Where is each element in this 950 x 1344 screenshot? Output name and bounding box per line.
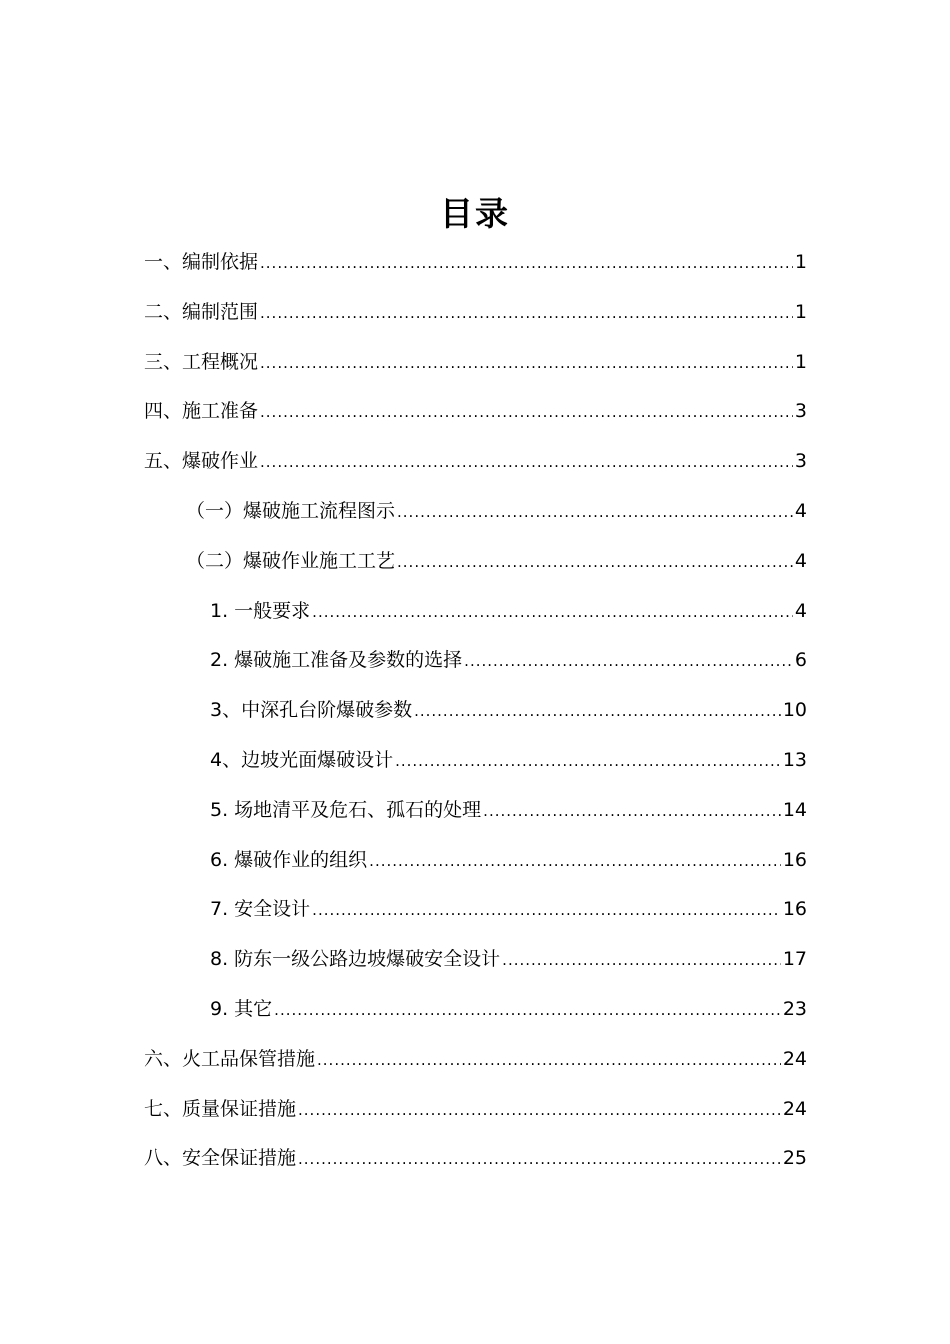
toc-page-number: 14	[782, 798, 807, 821]
toc-dot-leader	[502, 936, 781, 986]
toc-page-number: 13	[782, 748, 807, 771]
toc-dot-leader	[397, 488, 793, 538]
toc-page-number: 3	[794, 400, 807, 423]
toc-title: 目录	[440, 194, 510, 233]
toc-dot-leader	[260, 388, 793, 438]
toc-dot-leader	[317, 1036, 781, 1086]
toc-entry[interactable]	[144, 1035, 807, 1085]
toc-dot-leader	[312, 588, 793, 638]
toc-page-number: 10	[782, 699, 807, 722]
toc-entry-text: 9. 其它	[210, 997, 273, 1020]
toc-entry-text: 三、工程概况	[144, 350, 259, 373]
toc-page-number: 3	[794, 450, 807, 473]
toc-page-number: 24	[782, 1047, 807, 1070]
toc-dot-leader	[397, 538, 793, 588]
toc-entry-text: 5. 场地清平及危石、孤石的处理	[210, 798, 482, 821]
toc-page-number: 6	[794, 649, 807, 672]
toc-dot-leader	[260, 438, 793, 488]
toc-entry-text: （二）爆破作业施工工艺	[186, 549, 396, 572]
toc-dot-leader	[395, 737, 781, 787]
toc-page-number: 1	[794, 350, 807, 373]
toc-page-number: 25	[782, 1147, 807, 1170]
toc-dot-leader	[483, 787, 781, 837]
toc-dot-leader	[414, 687, 781, 737]
toc-entry-text: 2. 爆破施工准备及参数的选择	[210, 649, 463, 672]
toc-entry[interactable]	[210, 935, 807, 985]
toc-entry-text: 1. 一般要求	[210, 599, 311, 622]
toc-page-number: 23	[782, 997, 807, 1020]
toc-entry[interactable]	[186, 537, 807, 587]
toc-entry[interactable]	[144, 1085, 807, 1135]
toc-dot-leader	[260, 289, 793, 339]
toc-entry[interactable]	[210, 587, 807, 637]
toc-entry-text: 一、编制依据	[144, 251, 259, 273]
toc-page-number: 16	[782, 898, 807, 921]
toc-entry[interactable]	[210, 885, 807, 935]
toc-entry-text: 八、安全保证措施	[144, 1147, 297, 1170]
toc-entry[interactable]	[210, 736, 807, 786]
toc-entry-text: 3、中深孔台阶爆破参数	[210, 699, 413, 722]
toc-list	[0, 238, 950, 1184]
toc-entry-text: 6. 爆破作业的组织	[210, 848, 368, 871]
toc-entry[interactable]	[144, 288, 807, 338]
toc-page-number: 4	[794, 549, 807, 572]
toc-entry[interactable]	[144, 338, 807, 388]
toc-entry-text: 二、编制范围	[144, 300, 259, 323]
toc-entry[interactable]	[210, 836, 807, 886]
toc-entry-text: 六、火工品保管措施	[144, 1047, 316, 1070]
toc-entry[interactable]	[144, 238, 807, 288]
toc-dot-leader	[312, 886, 781, 936]
toc-page-number: 1	[794, 300, 807, 323]
toc-dot-leader	[464, 637, 793, 687]
toc-entry[interactable]	[210, 686, 807, 736]
toc-page-number: 16	[782, 848, 807, 871]
toc-page-number: 17	[782, 948, 807, 971]
toc-dot-leader	[260, 339, 793, 389]
toc-entry-text: 8. 防东一级公路边坡爆破安全设计	[210, 948, 501, 971]
toc-page-number: 24	[782, 1097, 807, 1120]
toc-entry[interactable]	[210, 636, 807, 686]
toc-entry[interactable]	[210, 985, 807, 1035]
toc-entry-text: 7. 安全设计	[210, 898, 311, 921]
toc-entry[interactable]	[144, 387, 807, 437]
toc-entry[interactable]	[144, 1134, 807, 1184]
toc-page-number: 4	[794, 599, 807, 622]
toc-dot-leader	[298, 1135, 781, 1185]
toc-entry-text: （一）爆破施工流程图示	[186, 499, 396, 522]
toc-dot-leader	[260, 239, 793, 289]
toc-dot-leader	[369, 837, 781, 887]
toc-entry[interactable]	[186, 487, 807, 537]
toc-entry[interactable]	[144, 437, 807, 487]
toc-dot-leader	[298, 1086, 781, 1136]
toc-entry[interactable]	[210, 786, 807, 836]
toc-page-number: 1	[794, 251, 807, 273]
toc-page-number: 4	[794, 499, 807, 522]
toc-dot-leader	[274, 986, 781, 1036]
toc-entry-text: 4、边坡光面爆破设计	[210, 748, 394, 771]
toc-entry-text: 五、爆破作业	[144, 450, 259, 473]
toc-entry-text: 七、质量保证措施	[144, 1097, 297, 1120]
toc-entry-text: 四、施工准备	[144, 400, 259, 423]
